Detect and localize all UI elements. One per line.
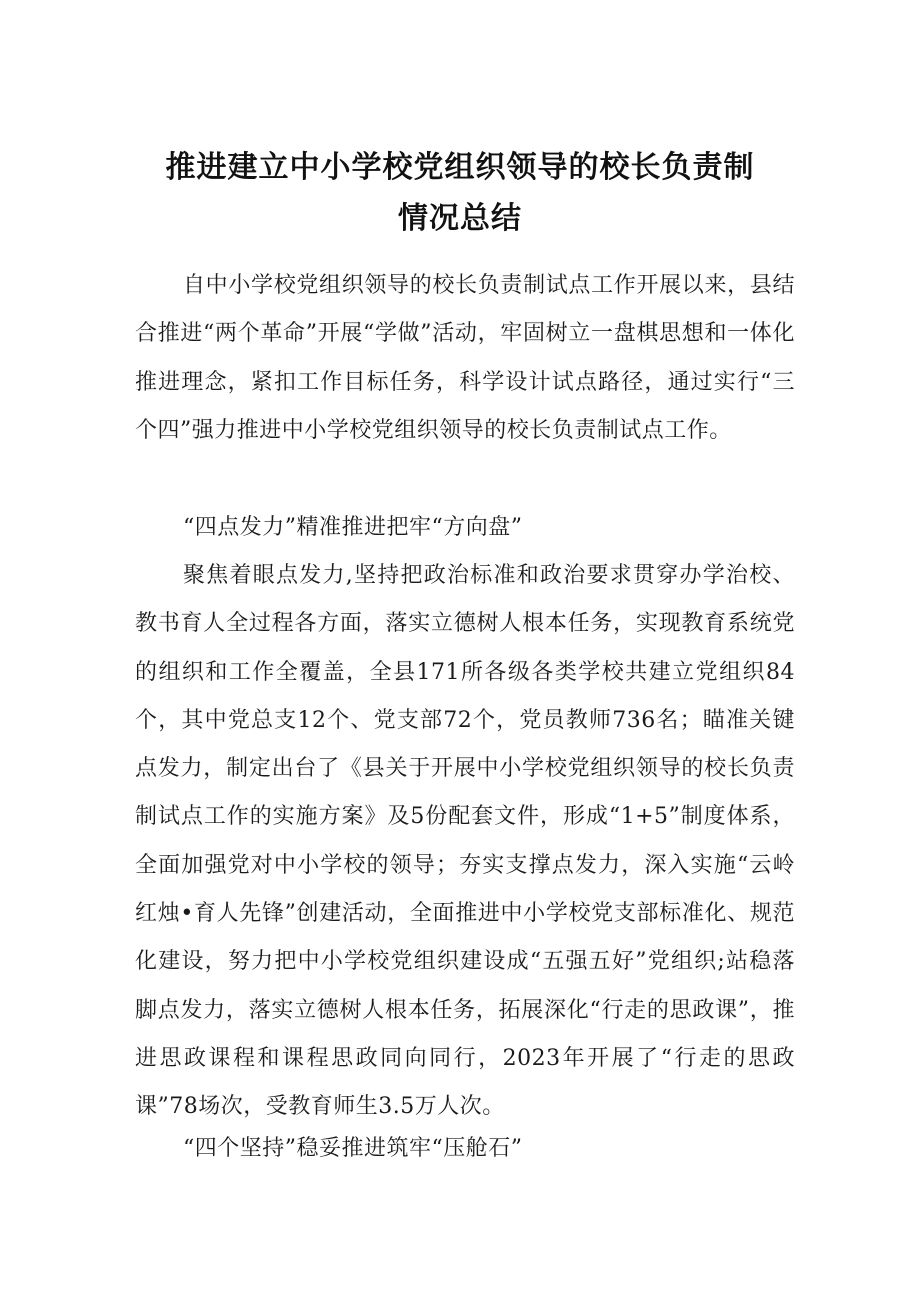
document-title-line-2: 情况总结: [398, 201, 522, 236]
section-1-paragraph: 聚焦着眼点发力,坚持把政治标准和政治要求贯穿办学治校、教书育人全过程各方面，落实立德树人根本任务，实现教育系统党的组织和工作全覆盖，全县171所各级各类学校共建立党组织84个，其中党总支12个、党支部72个，党员教师736名；瞄准关键点发力，制定出台了《县关于开展中小学校党组织领导的校长负责制试点工作的实施方案》及5份配套文件，形成“1+5”制度体系，全面加强党对中小学校的领导；夯实支撑点发力，深入实施“云岭红烛•育人先锋”创建活动，全面推进中小学校党支部标准化、规范化建设，努力把中小学校党组织建设成“五强五好”党组织;站稳落脚点发力，落实立德树人根本任务，拓展深化“行走的思政课”，推进思政课程和课程思政同向同行，2023年开展了“行走的思政课”78场次，受教育师生3.5万人次。: [135, 563, 795, 1120]
intro-paragraph: 自中小学校党组织领导的校长负责制试点工作开展以来，县结合推进“两个革命”开展“学做”活动，牢固树立一盘棋思想和一体化推进理念，紧扣工作目标任务，科学设计试点路径，通过实行“三个四”强力推进中小学校党组织领导的校长负责制试点工作。: [135, 273, 795, 443]
section-heading-2: “四个坚持”稳妥推进筑牢“压舱石”: [183, 1136, 523, 1161]
document-title-line-1: 推进建立中小学校党组织领导的校长负责制: [165, 150, 755, 185]
section-heading-1: “四点发力”精准推进把牢“方向盘”: [183, 515, 523, 540]
